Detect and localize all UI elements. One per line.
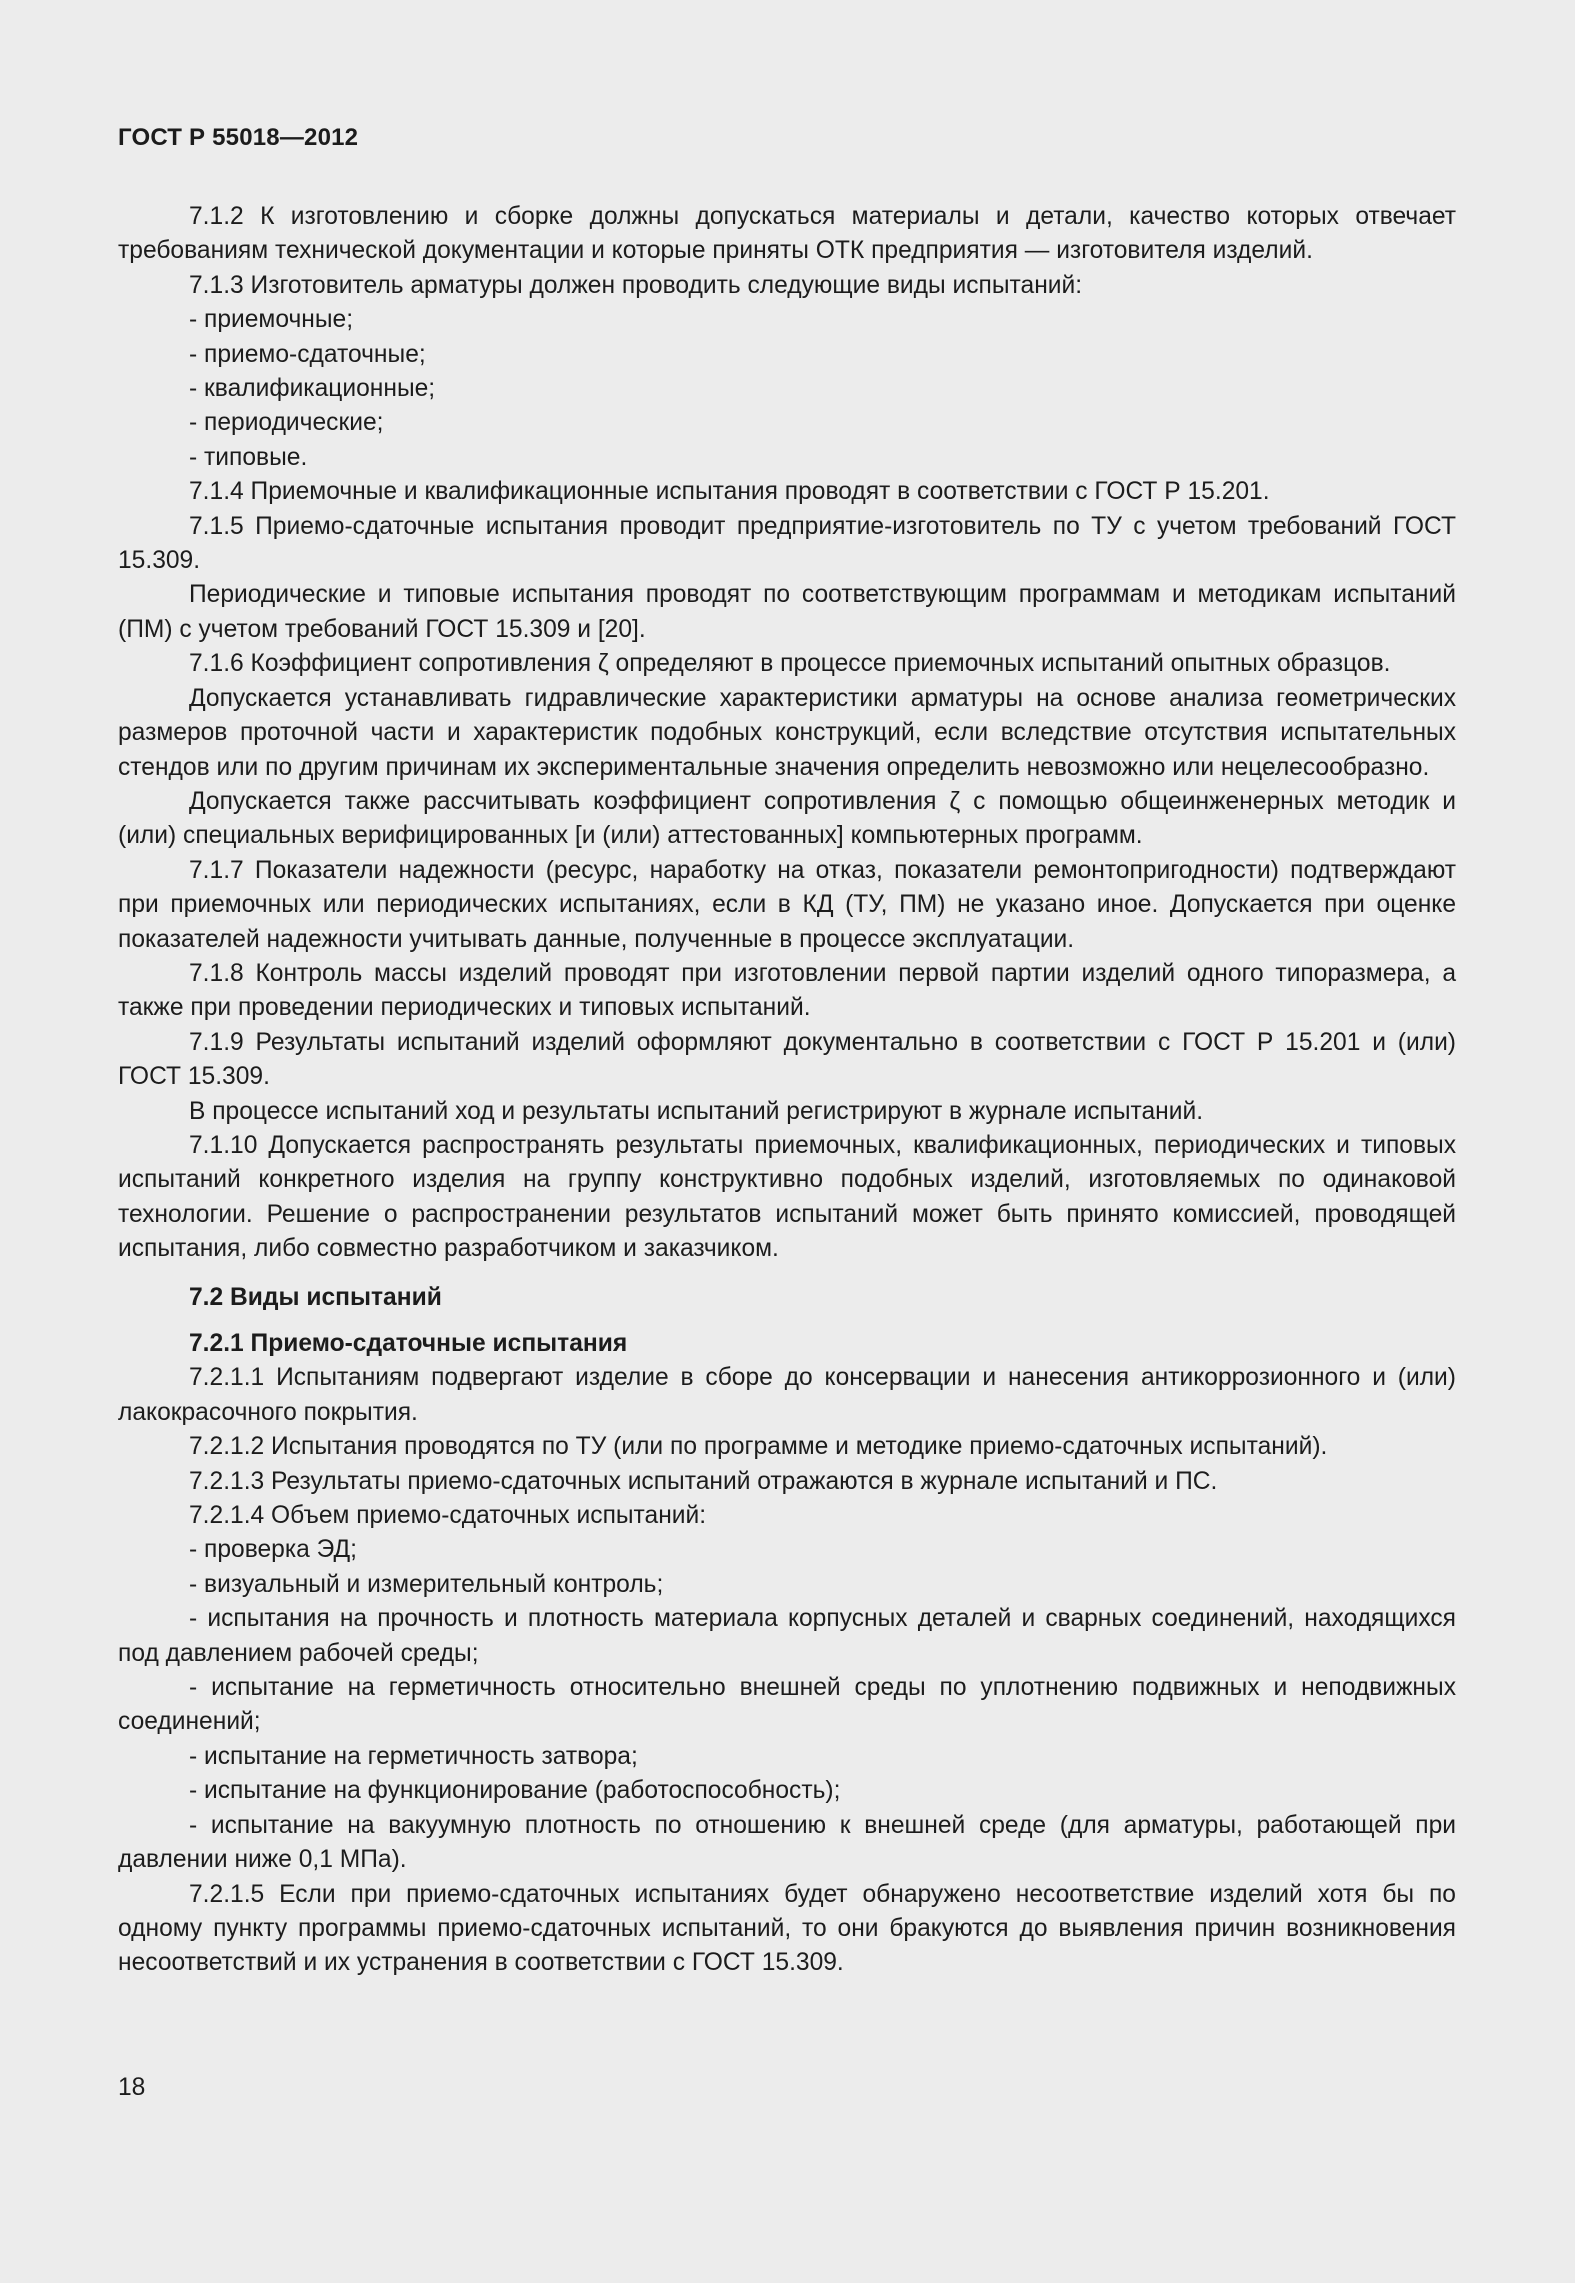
paragraph-7-2-1-5: 7.2.1.5 Если при приемо-сдаточных испытаниях будет обнаружено несоответствие изделий хотя бы по одному пункту программы приемо-сдаточных испытаний, то они бракуются до выявления причин возникновения несоответствий и их устранения в соответствии с ГОСТ 15.309. [118, 1880, 1456, 1977]
document-header: ГОСТ Р 55018—2012 [118, 124, 359, 151]
list-item: - приемочные; [189, 306, 354, 334]
paragraph-7-1-5-b: Периодические и типовые испытания проводят по соответствующим программам и методикам испытаний (ПМ) с учетом требований ГОСТ 15.309 и [20]. [118, 581, 1456, 643]
list-item: - приемо-сдаточные; [189, 340, 426, 368]
list-item: - испытание на герметичность относительно внешней среды по уплотнению подвижных и неподвижных соединений; [118, 1674, 1456, 1736]
list-item: - испытания на прочность и плотность материала корпусных деталей и сварных соединений, находящихся под давлением рабочей среды; [118, 1605, 1456, 1667]
list-item: - испытание на вакуумную плотность по отношению к внешней среде (для арматуры, работающей при давлении ниже 0,1 МПа). [118, 1811, 1456, 1874]
paragraph-7-2-1-3: 7.2.1.3 Результаты приемо-сдаточных испытаний отражаются в журнале испытаний и ПС. [189, 1467, 1218, 1495]
paragraph-7-1-6-b: Допускается устанавливать гидравлические характеристики арматуры на основе анализа геометрических размеров проточной части и характеристик подобных конструкций, если вследствие отсутствия испытательных стендов или по другим причинам их экспериментальные значения определить невозможно или нецелесообразно. [118, 684, 1456, 781]
paragraph-7-1-3: 7.1.3 Изготовитель арматуры должен проводить следующие виды испытаний: [189, 271, 1083, 299]
paragraph-7-1-2: 7.1.2 К изготовлению и сборке должны допускаться материалы и детали, качество которых отвечает требованиям технической документации и которые приняты ОТК предприятия — изготовителя изделий. [118, 203, 1456, 265]
paragraph-7-2-1-1: 7.2.1.1 Испытаниям подвергают изделие в сборе до консервации и нанесения антикоррозионного и (или) лакокрасочного покрытия. [118, 1364, 1456, 1426]
paragraph-7-1-9-b: В процессе испытаний ход и результаты испытаний регистрируют в журнале испытаний. [189, 1097, 1204, 1125]
list-item: - периодические; [189, 409, 384, 437]
paragraph-7-1-6-c: Допускается также рассчитывать коэффициент сопротивления ζ с помощью общеинженерных методик и (или) специальных верифицированных [и (или) аттестованных] компьютерных программ. [118, 787, 1456, 850]
paragraph-7-1-5: 7.1.5 Приемо-сдаточные испытания проводит предприятие-изготовитель по ТУ с учетом требований ГОСТ 15.309. [118, 512, 1456, 575]
subsection-heading-7-2-1: 7.2.1 Приемо-сдаточные испытания [189, 1330, 628, 1357]
list-item: - квалификационные; [189, 375, 436, 403]
paragraph-7-2-1-4: 7.2.1.4 Объем приемо-сдаточных испытаний: [189, 1502, 707, 1530]
paragraph-7-2-1-2: 7.2.1.2 Испытания проводятся по ТУ (или по программе и методике приемо-сдаточных испытаний). [189, 1433, 1328, 1461]
list-item: - типовые. [189, 443, 308, 471]
list-item: - испытание на герметичность затвора; [189, 1742, 638, 1770]
page-number: 18 [118, 2074, 146, 2101]
paragraph-7-1-4: 7.1.4 Приемочные и квалификационные испытания проводят в соответствии с ГОСТ Р 15.201. [189, 478, 1270, 506]
paragraph-7-1-7: 7.1.7 Показатели надежности (ресурс, наработку на отказ, показатели ремонтопригодности) подтверждают при приемочных или периодических испытаниях, если в КД (ТУ, ПМ) не указано иное. Допускается при оценке показателей надежности учитывать данные, полученные в процессе эксплуатации. [118, 856, 1456, 953]
list-item: - испытание на функционирование (работоспособность); [189, 1777, 841, 1805]
paragraph-7-1-10: 7.1.10 Допускается распространять результаты приемочных, квалификационных, периодических и типовых испытаний конкретного изделия на группу конструктивно подобных изделий, изготовляемых по одинаковой технологии. Решение о распространении результатов испытаний может быть принято комиссией, проводящей испытания, либо совместно разработчиком и заказчиком. [118, 1131, 1456, 1263]
section-heading-7-2: 7.2 Виды испытаний [189, 1283, 442, 1311]
document-body [118, 200, 1456, 1981]
paragraph-7-1-9: 7.1.9 Результаты испытаний изделий оформляют документально в соответствии с ГОСТ Р 15.201 и (или) ГОСТ 15.309. [118, 1028, 1456, 1091]
paragraph-7-1-6: 7.1.6 Коэффициент сопротивления ζ определяют в процессе приемочных испытаний опытных образцов. [189, 650, 1391, 678]
list-item: - проверка ЭД; [189, 1536, 358, 1564]
paragraph-7-1-8: 7.1.8 Контроль массы изделий проводят при изготовлении первой партии изделий одного типоразмера, а также при проведении периодических и типовых испытаний. [118, 959, 1456, 1022]
list-item: - визуальный и измерительный контроль; [189, 1570, 664, 1598]
